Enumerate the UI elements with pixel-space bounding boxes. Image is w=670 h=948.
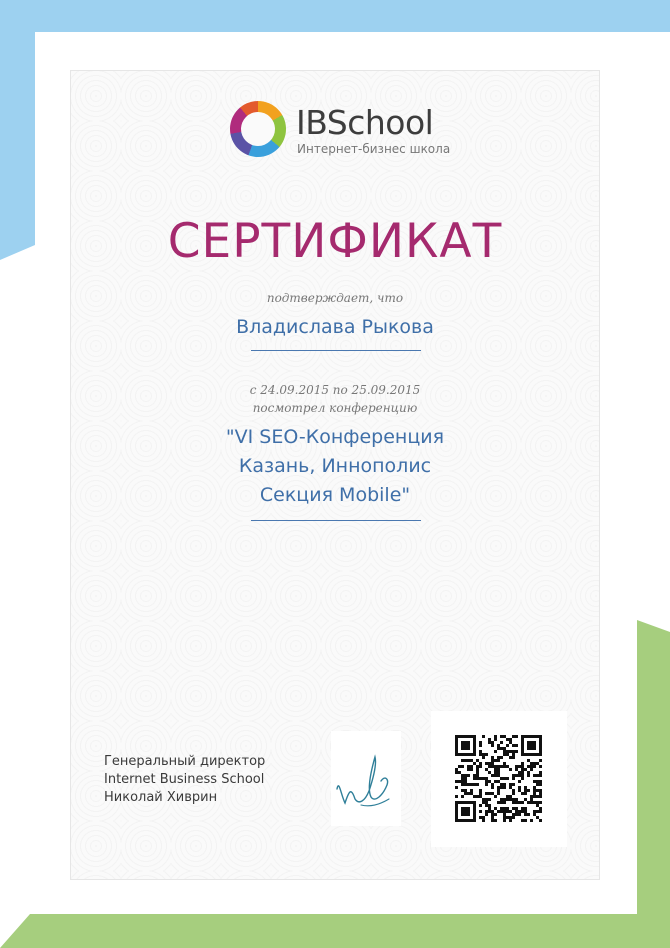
confirms-text: подтверждает, что <box>266 291 404 305</box>
certificate-title: СЕРТИФИКАТ <box>167 214 503 269</box>
event-line-3: Секция Mobile" <box>259 484 411 506</box>
handwritten-signature-icon <box>331 731 401 826</box>
dates-text: с 24.09.2015 по 25.09.2015 <box>249 383 421 397</box>
event-line-1: "VI SEO-Конференция <box>225 426 445 448</box>
qr-code-icon <box>431 711 567 847</box>
ibschool-ring-logo-icon <box>230 101 286 157</box>
signatory-position: Генеральный директор <box>104 754 266 769</box>
action-text: посмотрел конференцию <box>252 401 418 415</box>
recipient-underline <box>251 350 421 351</box>
brand-tagline: Интернет-бизнес школа <box>297 142 451 156</box>
qr-code-area <box>431 711 567 847</box>
brand-name: IBSchool <box>296 103 434 142</box>
signatory-organization: Internet Business School <box>104 772 265 787</box>
signatory-block <box>104 753 265 807</box>
event-underline <box>251 520 421 521</box>
event-line-2: Казань, Иннополис <box>238 455 432 477</box>
signatory-name: Николай Хиврин <box>104 790 218 805</box>
recipient-name: Владислава Рыкова <box>236 316 434 338</box>
signature-area <box>331 731 401 826</box>
brand-logo <box>230 99 450 163</box>
certificate <box>70 70 600 880</box>
